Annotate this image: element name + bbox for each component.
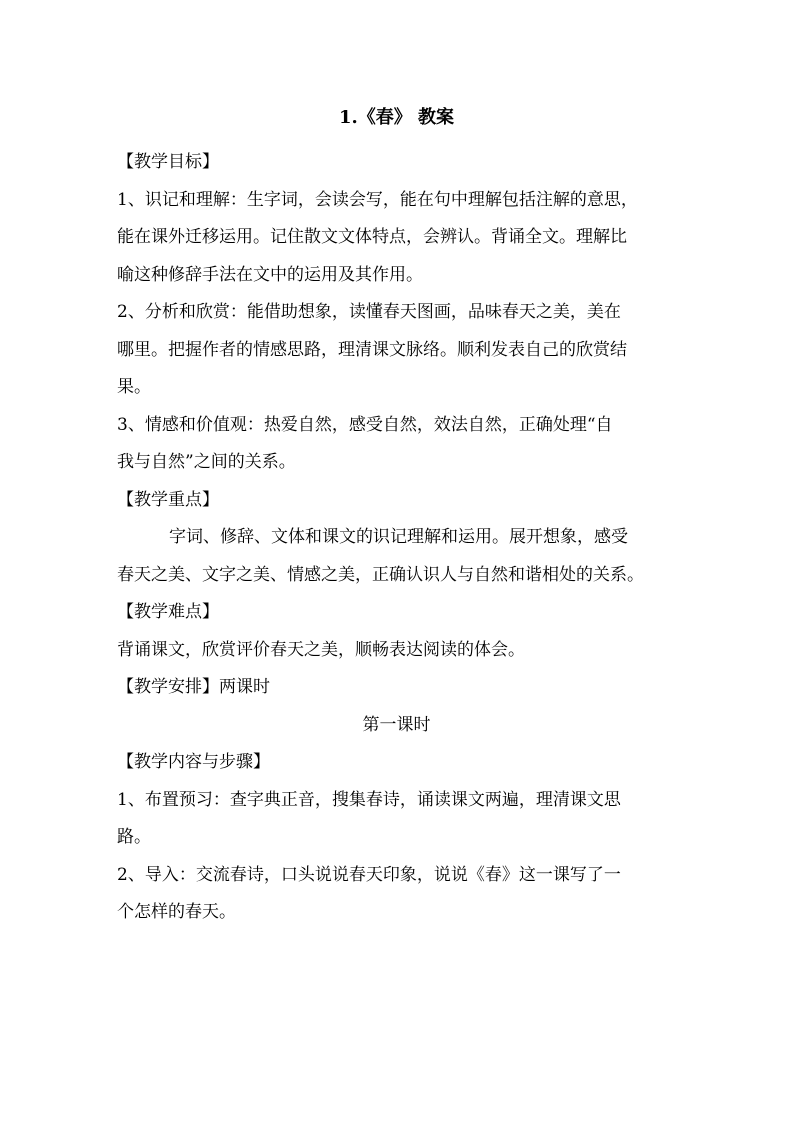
paragraph-line: 字词、修辞、文体和课文的识记理解和运用。展开想象，感受 [169,527,628,547]
paragraph-line: 能在课外迁移运用。记住散文文体特点，会辨认。背诵全文。理解比 [117,227,627,247]
section-heading-key-points: 【教学重点】 [117,489,219,510]
paragraph-line: 2、分析和欣赏：能借助想象，读懂春天图画，品味春天之美，美在 [117,302,621,322]
paragraph-line: 哪里。把握作者的情感思路，理清课文脉络。顺利发表自己的欣赏结 [117,339,627,360]
paragraph-line: 我与自然”之间的关系。 [117,452,296,472]
paragraph-line: 个怎样的春天。 [117,902,236,922]
section-heading-content-steps: 【教学内容与步骤】 [117,752,270,772]
paragraph-line: 3、情感和价值观：热爱自然，感受自然，效法自然，正确处理“自 [117,414,613,435]
paragraph-line: 1、识记和理解：生字词，会读会写，能在句中理解包括注解的意思， [117,189,638,210]
document-title: 1.《春》 教案 [338,107,455,128]
section-heading-arrangement: 【教学安排】两课时 [117,677,270,697]
paragraph-line: 春天之美、文字之美、情感之美，正确认识人与自然和谐相处的关系。 [117,564,644,585]
paragraph-line: 果。 [117,377,151,397]
section-heading-difficulties: 【教学难点】 [117,602,219,622]
paragraph-line: 背诵课文，欣赏评价春天之美，顺畅表达阅读的体会。 [117,639,525,660]
paragraph-line: 1、布置预习：查字典正音，搜集春诗，诵读课文两遍，理清课文思 [117,789,621,810]
lesson-heading: 第一课时 [362,714,431,735]
paragraph-line: 喻这种修辞手法在文中的运用及其作用。 [117,264,423,285]
section-heading-objectives: 【教学目标】 [117,152,219,172]
paragraph-line: 2、导入：交流春诗，口头说说春天印象，说说《春》这一课写了一 [117,864,621,885]
paragraph-line: 路。 [117,827,151,847]
